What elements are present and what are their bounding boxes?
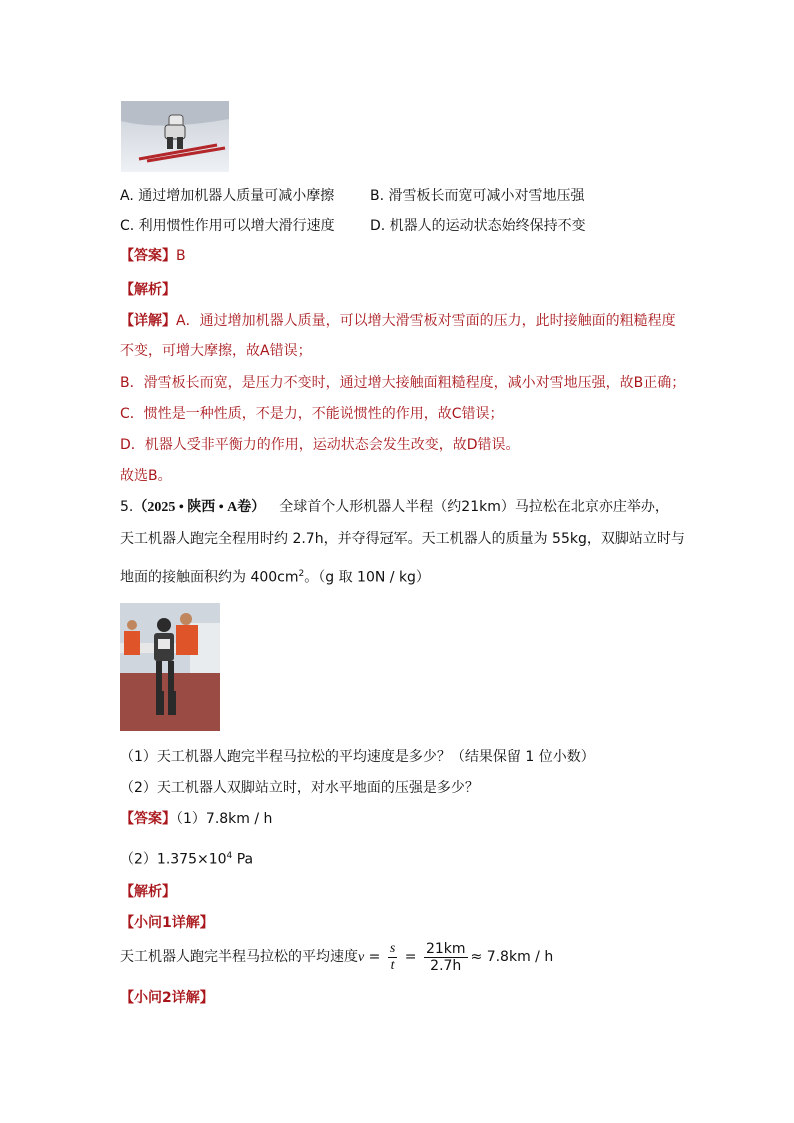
answer-1-text: （1）7.8km / h <box>176 811 273 827</box>
q4-detail-line-3: B．滑雪板长而宽，是压力不变时，通过增大接触面粗糙程度，减小对雪地压强，故B正确； <box>120 375 686 391</box>
q5-formula-line <box>120 940 553 975</box>
answer-2-sup: 4 <box>226 851 233 861</box>
q4-conclusion: 故选B。 <box>120 468 172 484</box>
answer-2-text-b: Pa <box>232 851 254 868</box>
formula-result: ≈ 7.8km / h <box>470 949 554 965</box>
answer-value: B <box>176 248 186 264</box>
q4-answer <box>120 247 186 265</box>
formula-s: s <box>389 940 396 956</box>
answer-tag: 【答案】 <box>120 811 176 827</box>
formula-fraction-s-over-t <box>388 941 397 974</box>
ski-robot-image <box>121 101 229 172</box>
answer-tag: 【答案】 <box>120 248 176 264</box>
formula-den: 2.7h <box>430 957 462 974</box>
q5-sub-question-2: （2）天工机器人双脚站立时，对水平地面的压强是多少？ <box>120 780 479 796</box>
q4-detail-line-4: C．惯性是一种性质，不是力，不能说惯性的作用，故C错误； <box>120 406 504 422</box>
detail-tag: 【详解】 <box>120 313 176 329</box>
option-d: D. 机器人的运动状态始终保持不变 <box>370 218 586 234</box>
q5-analysis-tag: 【解析】 <box>120 884 176 900</box>
stem-text: 全球首个人形机器人半程（约21km）马拉松在北京亦庄举办， <box>279 499 669 515</box>
q5-stem-line-1 <box>120 498 669 517</box>
question-source: （2025 • 陕西 • A卷） <box>133 500 266 515</box>
formula-eq-2: = <box>400 949 421 965</box>
formula-t: t <box>390 957 395 973</box>
q5-answer-1 <box>120 810 272 828</box>
answer-2-text-a: （2）1.375×10 <box>120 851 227 868</box>
formula-fraction-values <box>424 941 468 974</box>
detail-text: A．通过增加机器人质量，可以增大滑雪板对雪面的压力，此时接触面的粗糙程度 <box>176 313 676 329</box>
option-a: A. 通过增加机器人质量可减小摩擦 <box>120 188 335 204</box>
stem-sup: 2 <box>298 569 305 579</box>
q5-small-question-2-tag: 【小问2详解】 <box>120 990 214 1006</box>
formula-eq-1: = <box>364 949 385 965</box>
marathon-robot-image <box>120 603 220 731</box>
stem-text-a: 地面的接触面积约为 400cm <box>120 569 299 586</box>
q5-answer-2 <box>120 847 253 869</box>
option-b: B. 滑雪板长而宽可减小对雪地压强 <box>370 188 585 204</box>
q5-stem-line-3 <box>120 565 430 587</box>
option-c: C. 利用惯性作用可以增大滑行速度 <box>120 218 335 234</box>
formula-text: 天工机器人跑完半程马拉松的平均速度 <box>120 949 358 965</box>
formula-v: v <box>358 950 365 965</box>
q4-detail-line-2: 不变，可增大摩擦，故A错误； <box>120 343 312 359</box>
q5-stem-line-2: 天工机器人跑完全程用时约 2.7h，并夺得冠军。天工机器人的质量为 55kg，双脚站立时与 <box>120 531 685 547</box>
q5-small-question-1-tag: 【小问1详解】 <box>120 915 214 931</box>
question-number: 5. <box>120 499 134 515</box>
stem-text-b: 。（g 取 10N / kg） <box>304 569 430 586</box>
q5-sub-question-1: （1）天工机器人跑完半程马拉松的平均速度是多少？（结果保留 1 位小数） <box>120 749 595 765</box>
q4-analysis-tag: 【解析】 <box>120 282 176 298</box>
q4-detail-line-5: D．机器人受非平衡力的作用，运动状态会发生改变，故D错误。 <box>120 437 520 453</box>
q4-detail-line-1 <box>120 312 676 330</box>
formula-num: 21km <box>425 940 466 957</box>
